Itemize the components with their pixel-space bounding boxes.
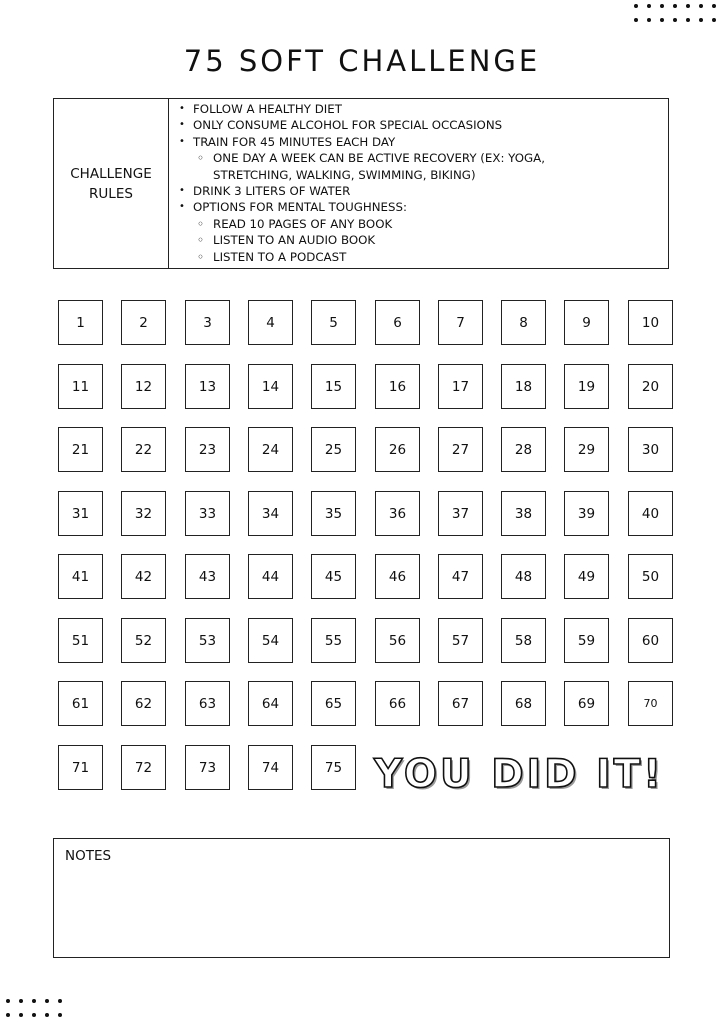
rule-subitem: ◦ READ 10 PAGES OF ANY BOOK bbox=[175, 216, 668, 232]
day-box-32[interactable]: 32 bbox=[121, 491, 166, 536]
day-box-72[interactable]: 72 bbox=[121, 745, 166, 790]
day-box-19[interactable]: 19 bbox=[564, 364, 609, 409]
day-box-31[interactable]: 31 bbox=[58, 491, 103, 536]
day-box-59[interactable]: 59 bbox=[564, 618, 609, 663]
day-box-12[interactable]: 12 bbox=[121, 364, 166, 409]
day-box-56[interactable]: 56 bbox=[375, 618, 420, 663]
day-box-53[interactable]: 53 bbox=[185, 618, 230, 663]
you-did-it-banner: YOU DID IT! bbox=[374, 752, 664, 797]
day-box-70[interactable]: 70 bbox=[628, 681, 673, 726]
day-box-42[interactable]: 42 bbox=[121, 554, 166, 599]
day-box-28[interactable]: 28 bbox=[501, 427, 546, 472]
rule-item: • OPTIONS FOR MENTAL TOUGHNESS: bbox=[175, 199, 668, 215]
rule-item: • FOLLOW A HEALTHY DIET bbox=[175, 101, 668, 117]
day-box-23[interactable]: 23 bbox=[185, 427, 230, 472]
day-box-66[interactable]: 66 bbox=[375, 681, 420, 726]
day-box-38[interactable]: 38 bbox=[501, 491, 546, 536]
day-box-68[interactable]: 68 bbox=[501, 681, 546, 726]
day-box-49[interactable]: 49 bbox=[564, 554, 609, 599]
day-box-6[interactable]: 6 bbox=[375, 300, 420, 345]
decorative-dots-top bbox=[634, 4, 716, 22]
day-box-73[interactable]: 73 bbox=[185, 745, 230, 790]
day-box-27[interactable]: 27 bbox=[438, 427, 483, 472]
day-box-3[interactable]: 3 bbox=[185, 300, 230, 345]
day-box-10[interactable]: 10 bbox=[628, 300, 673, 345]
day-box-57[interactable]: 57 bbox=[438, 618, 483, 663]
day-box-60[interactable]: 60 bbox=[628, 618, 673, 663]
day-box-11[interactable]: 11 bbox=[58, 364, 103, 409]
day-box-51[interactable]: 51 bbox=[58, 618, 103, 663]
day-box-65[interactable]: 65 bbox=[311, 681, 356, 726]
day-box-41[interactable]: 41 bbox=[58, 554, 103, 599]
day-box-47[interactable]: 47 bbox=[438, 554, 483, 599]
day-box-54[interactable]: 54 bbox=[248, 618, 293, 663]
day-box-50[interactable]: 50 bbox=[628, 554, 673, 599]
day-box-62[interactable]: 62 bbox=[121, 681, 166, 726]
day-box-5[interactable]: 5 bbox=[311, 300, 356, 345]
rule-subitem-line: ONE DAY A WEEK CAN BE ACTIVE RECOVERY (EX: YOGA, bbox=[213, 151, 545, 166]
day-box-40[interactable]: 40 bbox=[628, 491, 673, 536]
day-box-75[interactable]: 75 bbox=[311, 745, 356, 790]
day-box-13[interactable]: 13 bbox=[185, 364, 230, 409]
day-box-33[interactable]: 33 bbox=[185, 491, 230, 536]
day-box-14[interactable]: 14 bbox=[248, 364, 293, 409]
day-box-24[interactable]: 24 bbox=[248, 427, 293, 472]
rule-subitem-line: STRETCHING, WALKING, SWIMMING, BIKING) bbox=[213, 167, 476, 182]
day-box-61[interactable]: 61 bbox=[58, 681, 103, 726]
day-box-8[interactable]: 8 bbox=[501, 300, 546, 345]
rules-label-line-2: RULES bbox=[89, 185, 133, 202]
day-box-29[interactable]: 29 bbox=[564, 427, 609, 472]
rule-subitem bbox=[175, 150, 668, 183]
day-box-43[interactable]: 43 bbox=[185, 554, 230, 599]
rule-item: • TRAIN FOR 45 MINUTES EACH DAY bbox=[175, 134, 668, 150]
day-box-16[interactable]: 16 bbox=[375, 364, 420, 409]
rule-subitem: ◦ LISTEN TO AN AUDIO BOOK bbox=[175, 232, 668, 248]
day-tracker-grid bbox=[58, 300, 678, 792]
day-box-17[interactable]: 17 bbox=[438, 364, 483, 409]
day-box-15[interactable]: 15 bbox=[311, 364, 356, 409]
day-box-22[interactable]: 22 bbox=[121, 427, 166, 472]
day-box-9[interactable]: 9 bbox=[564, 300, 609, 345]
day-box-71[interactable]: 71 bbox=[58, 745, 103, 790]
rules-list bbox=[169, 99, 668, 268]
rule-item: • ONLY CONSUME ALCOHOL FOR SPECIAL OCCASIONS bbox=[175, 117, 668, 133]
day-box-35[interactable]: 35 bbox=[311, 491, 356, 536]
day-box-36[interactable]: 36 bbox=[375, 491, 420, 536]
day-box-39[interactable]: 39 bbox=[564, 491, 609, 536]
day-box-2[interactable]: 2 bbox=[121, 300, 166, 345]
day-box-74[interactable]: 74 bbox=[248, 745, 293, 790]
day-box-44[interactable]: 44 bbox=[248, 554, 293, 599]
day-box-30[interactable]: 30 bbox=[628, 427, 673, 472]
day-box-52[interactable]: 52 bbox=[121, 618, 166, 663]
day-box-46[interactable]: 46 bbox=[375, 554, 420, 599]
challenge-rules-label bbox=[54, 99, 169, 268]
day-box-58[interactable]: 58 bbox=[501, 618, 546, 663]
rule-item: • DRINK 3 LITERS OF WATER bbox=[175, 183, 668, 199]
day-box-4[interactable]: 4 bbox=[248, 300, 293, 345]
decorative-dots-bottom bbox=[6, 999, 62, 1017]
day-box-21[interactable]: 21 bbox=[58, 427, 103, 472]
day-box-25[interactable]: 25 bbox=[311, 427, 356, 472]
rule-subitem: ◦ LISTEN TO A PODCAST bbox=[175, 249, 668, 265]
day-box-1[interactable]: 1 bbox=[58, 300, 103, 345]
day-box-34[interactable]: 34 bbox=[248, 491, 293, 536]
challenge-rules-table bbox=[53, 98, 669, 269]
page-title: 75 SOFT CHALLENGE bbox=[183, 44, 541, 78]
day-box-37[interactable]: 37 bbox=[438, 491, 483, 536]
day-box-26[interactable]: 26 bbox=[375, 427, 420, 472]
notes-label: NOTES bbox=[65, 848, 112, 864]
day-box-48[interactable]: 48 bbox=[501, 554, 546, 599]
day-box-63[interactable]: 63 bbox=[185, 681, 230, 726]
day-box-18[interactable]: 18 bbox=[501, 364, 546, 409]
day-box-69[interactable]: 69 bbox=[564, 681, 609, 726]
day-box-20[interactable]: 20 bbox=[628, 364, 673, 409]
day-box-7[interactable]: 7 bbox=[438, 300, 483, 345]
notes-box[interactable] bbox=[53, 838, 670, 958]
day-box-45[interactable]: 45 bbox=[311, 554, 356, 599]
rules-label-line-1: CHALLENGE bbox=[70, 165, 152, 182]
day-box-55[interactable]: 55 bbox=[311, 618, 356, 663]
day-box-64[interactable]: 64 bbox=[248, 681, 293, 726]
day-box-67[interactable]: 67 bbox=[438, 681, 483, 726]
